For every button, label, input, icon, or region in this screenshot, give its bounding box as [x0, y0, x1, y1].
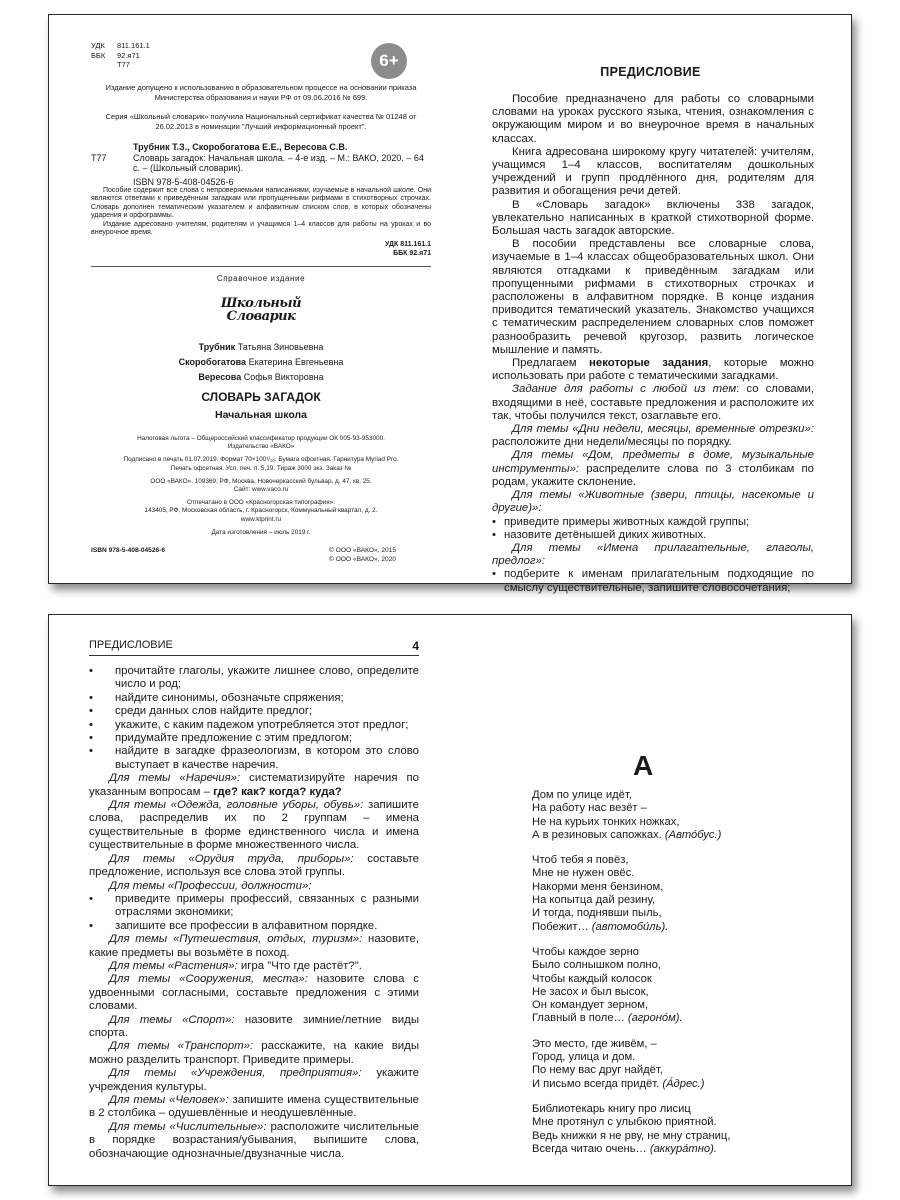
udk-label: УДК — [91, 41, 105, 50]
task-human: Для темы «Человек»: запишите имена существительные в 2 столбика – одушевлённые и неодушевлённые. — [89, 1094, 419, 1120]
riddles-list — [532, 789, 832, 1168]
bullet-item: • найдите синонимы, обозначьте спряжения; — [89, 692, 419, 705]
riddle-3: Чтобы каждое зерно Было солнышком полно, Чтобы каждый колосок Не засох и был высок, Он командует зерном, Главный в поле… (агроно́м). — [532, 945, 683, 1025]
preface-p9: Для темы «Животные (звери, птицы, насекомые и другие)»: — [492, 489, 814, 515]
logo-line-2: Словарик — [226, 309, 296, 324]
series-logo — [91, 297, 431, 323]
isbn: ISBN 978-5-408-04526-6 — [133, 176, 234, 187]
riddles-page — [450, 615, 851, 1185]
running-header-title: ПРЕДИСЛОВИЕ — [89, 639, 173, 651]
bullet-item: • среди данных слов найдите предлог; — [89, 705, 419, 718]
print-info-2: Печать офсетная. Усл. печ. л. 5,19. Тираж 3000 экз. Заказ № — [170, 464, 352, 472]
preface-p10: Для темы «Имена прилагательные, глаголы, предлог»: — [492, 541, 814, 568]
riddle-answer: (агроно́м). — [627, 1012, 683, 1025]
task-transport: Для темы «Транспорт»: расскажите, на какие виды можно разделить транспорт. Приведите примеры. — [89, 1040, 420, 1066]
print-info-1: Подписано в печать 01.07.2019. Формат 70×100¹/₁₆. Бумага офсетная. Гарнитура Myriad Pro. — [123, 456, 399, 464]
preface-p8: Для темы «Дом, предметы в доме, музыкальные инструменты»: распределите слова по 3 столбикам по родам, укажите склонение. — [492, 449, 814, 488]
bullet-item: • найдите в загадке фразеологизм, в котором это слово выступает в качестве наречия. — [89, 745, 419, 772]
task-professions: Для темы «Профессии, должности»: — [109, 879, 312, 892]
bullet-item: • прочитайте глаголы, укажите лишнее слово, определите число и род; — [89, 665, 419, 692]
author-mark: Т77 — [117, 60, 130, 70]
preface-bullet-2: • назовите детёнышей диких животных. — [492, 529, 814, 542]
abstract: Пособие содержит все слова с непроверяемыми написаниями, изучаемые в начальной школе. Они являются ответами к приведённым загадкам или пропущенными рифмами в стихотворных строчках. Словарь дополнен тематическим указателем и алфавитным списком слов, в которых обозначены ударения и орфограммы. — [91, 187, 431, 220]
section-letter: А — [633, 750, 654, 781]
preface-p3: В «Словарь загадок» включены 338 загадок, увлекательно написанных в краткой стихотворной форме. Большая часть загадок авторские. — [492, 198, 814, 238]
bullet-item: • запишите все профессии в алфавитном порядке. — [89, 920, 419, 933]
preface-p5: Предлагаем некоторые задания, которые можно использовать при работе с тематическими загадками. — [492, 357, 814, 383]
age-rating-badge: 6+ — [371, 43, 407, 79]
printer-site: www.ktprint.ru — [240, 515, 282, 523]
publisher: Издательство «ВАКО» — [227, 443, 295, 451]
copyright-2015: © ООО «ВАКО», 2015 — [329, 547, 397, 554]
preface-page — [450, 15, 851, 594]
bullet-item: • приведите примеры профессий, связанных с разными отраслями экономики; — [89, 893, 419, 920]
preface-p6: Задание для работы с любой из тем: со словами, входящими в неё, составьте предложения и расположите их так, чтобы получился текст, озаглавьте его. — [492, 383, 814, 422]
tasks-text — [89, 665, 419, 1161]
task-adverbs: Для темы «Наречия»: систематизируйте наречия по указанным вопросам – где? как? когда? куда? — [89, 772, 420, 798]
preface-p7: Для темы «Дни недели, месяцы, временные отрезки»: расположите дни недели/месяцы по порядку. — [492, 423, 814, 449]
preface-heading: ПРЕДИСЛОВИЕ — [600, 65, 701, 79]
isbn-bottom: ISBN 978-5-408-04526-6 — [91, 547, 166, 554]
logo-line-1: Школьный — [220, 296, 302, 311]
task-numerals: Для темы «Числительные»: расположите числительные в порядке возрастания/убывания, выпишите слова, обозначающие однозначные/двузначные числа. — [89, 1120, 419, 1160]
riddle-1: Дом по улице идёт, На работу нас везёт – Не на курьих тонких ножках, А в резиновых сапожках. (Авто́бус.) — [532, 789, 722, 841]
series-certificate: Серия «Школьный словарик» получила Национальный сертификат качества № 01248 от 26.02.2013 в номинации "Лучший информационный проект". — [105, 112, 417, 131]
udk-value: 811.161.1 — [117, 41, 150, 50]
task-sport: Для темы «Спорт»: назовите зимние/летние виды спорта. — [89, 1013, 420, 1039]
book-spread-top — [48, 14, 852, 594]
preface-bullet-1: • приведите примеры животных каждой группы; — [492, 516, 814, 529]
riddle-4: Это место, где живём, – Город, улица и дом. По нему вас друг найдёт, И письмо всегда придёт. (А́дрес.) — [532, 1037, 705, 1090]
preface-p1: Пособие предназначено для работы со словарными словами на уроках русского языка, чтения, ознакомления с окружающим миром и во внеурочное время в начальных классах. — [492, 93, 814, 145]
approval-text: Издание допущено к использованию в образовательном процессе на основании приказа Министерства образования и науки РФ от 09.06.2016 № 699. — [105, 83, 417, 102]
divider — [91, 266, 431, 267]
task-tools: Для темы «Орудия труда, приборы»: составьте предложение, используя все слова этой группы. — [89, 852, 420, 879]
audience: Издание адресовано учителям, родителям и учащимся 1–4 классов для работы на уроках и во внеурочное время. — [91, 221, 431, 237]
book-title: СЛОВАРЬ ЗАГАДОК — [201, 390, 321, 404]
task-buildings: Для темы «Сооружения, места»: назовите слова с удвоенными согласными, составьте предложения с этими словами. — [89, 973, 419, 1013]
made-date: Дата изготовления – июль 2019 г. — [211, 528, 311, 536]
bbk-value: 92.я71 — [117, 50, 140, 60]
riddle-2: Чтоб тебя я повёз, Мне не нужен овёс. Накорми меня бензином, На копытца дай резину, И тогда, поднявши пыль, Побежит… (автомоби́ль). — [532, 854, 669, 933]
publisher-address: ООО «ВАКО». 109369, РФ, Москва, Новочеркасский бульвар, д. 47, кв. 25. — [150, 477, 372, 485]
riddle-answer: (А́дрес.) — [662, 1077, 705, 1090]
header-rule — [89, 655, 419, 656]
udk-right: УДК 811.161.1 — [385, 241, 431, 248]
page-number: 4 — [412, 639, 419, 653]
imprint-page — [49, 15, 450, 583]
publication-details — [91, 435, 431, 537]
bullet-item: • придумайте предложение с этим предлогом; — [89, 732, 419, 745]
copyright-2020: © ООО «ВАКО», 2020 — [329, 556, 397, 563]
book-spread-bottom — [48, 614, 852, 1186]
author-line: Трубник Т.З., Скоробогатова Е.Е., Вересова С.В. — [133, 142, 348, 152]
task-clothes: Для темы «Одежда, головные уборы, обувь»: запишите слова, распределив их по 2 группам – имена существительные в форме единственного числа и имена существительные в форме множественного числа. — [89, 799, 419, 852]
author-3: Вересова Софья Викторовна — [198, 372, 324, 382]
riddle-answer: (аккура́тно). — [649, 1142, 717, 1155]
preface-text — [492, 93, 814, 595]
preface-continued-page — [49, 615, 450, 1185]
publisher-site: Сайт: www.vaco.ru — [233, 486, 289, 494]
author-2: Скоробогатова Екатерина Евгеньевна — [178, 357, 344, 367]
bbk-label: ББК — [91, 50, 106, 60]
running-header — [89, 639, 419, 651]
authors-list — [91, 340, 431, 385]
task-travel: Для темы «Путешествия, отдых, туризм»: назовите, какие предметы вы возьмёте в поход. — [89, 933, 419, 959]
riddle-answer: (Авто́бус.) — [664, 828, 722, 841]
edition-type: Справочное издание — [216, 274, 306, 283]
task-institutions: Для темы «Учреждения, предприятия»: укажите учреждения культуры. — [89, 1067, 419, 1093]
preface-bullet-3: • подберите к именам прилагательным подходящие по смыслу существительные, запишите словосочетания; — [492, 568, 814, 594]
preface-p2: Книга адресована широкому кругу читателей: учителям, учащимся 1–4 классов, воспитателям дошкольных учреждений и групп продлённого дня, родителям для развития и обогащения речи детей. — [492, 145, 814, 198]
tax-line: Налоговая льгота – Общероссийский классификатор продукции ОК 005-93-953000. — [137, 435, 385, 442]
bullet-item: • укажите, с каким падежом употребляется этот предлог; — [89, 719, 419, 732]
bbk-right: ББК 92.я71 — [393, 249, 431, 257]
preface-p4: В пособии представлены все словарные слова, изучаемые в 1–4 классах общеобразовательных школ. Они являются отгадками к приведённым загадкам или пропущенными рифмами в стихотворных строчках и расположены в алфавитном порядке. В конце издания приводится тематический указатель. Знакомство учащихся с тематическим распределением словарных слов поможет разнообразить речевой кругозор, развить логическое мышление и память. — [492, 238, 814, 356]
printed-at: Отпечатано в ООО «Красногорская типография». — [186, 499, 336, 507]
task-plants: Для темы «Растения»: игра "Что где растёт?". — [109, 959, 362, 972]
author-mark-2: Т77 — [91, 152, 107, 163]
book-subtitle: Начальная школа — [215, 409, 307, 421]
riddle-answer: (автомоби́ль). — [591, 920, 669, 933]
author-1: Трубник Татьяна Зиновьевна — [198, 342, 324, 352]
book-description: Словарь загадок: Начальная школа. – 4-е изд. – М.: ВАКО, 2020. – 64 с. – (Школьный словарик). — [133, 152, 424, 173]
riddle-5: Библиотекарь книгу про лисиц Мне протянул с улыбкою приятной. Ведь книжки я не рву, не мну страниц, Всегда читаю очень… (аккура́тно). — [532, 1102, 731, 1155]
printer-address: 143405, РФ, Московская область, г. Красногорск, Коммунальный квартал, д. 2. — [144, 507, 378, 515]
